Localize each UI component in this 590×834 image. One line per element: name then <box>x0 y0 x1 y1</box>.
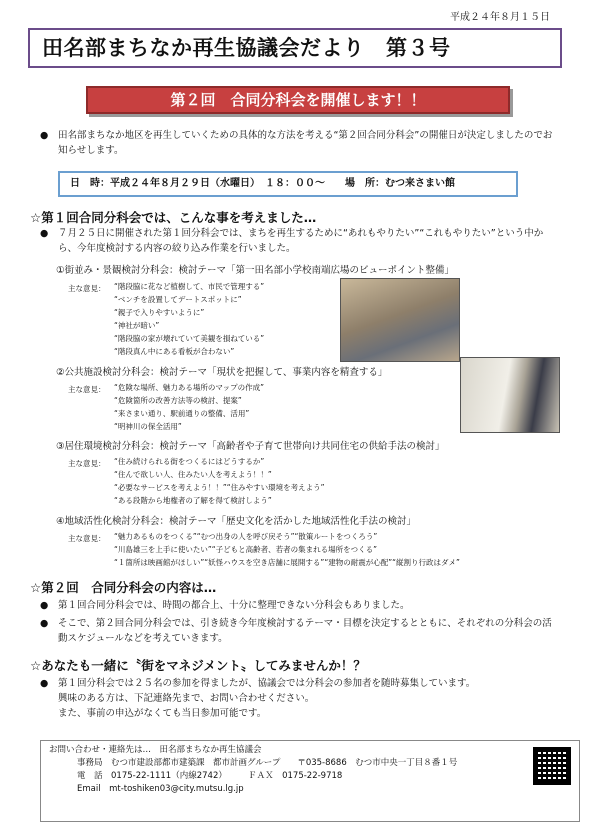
section2-text: そこで、第２回合同分科会では、引き続き今年度検討するテーマ・目標を決定するとともに、それぞれの分科会の活動スケジュールなどを考えていきます。 <box>58 618 552 644</box>
intro-paragraph <box>40 128 560 158</box>
section1-text: ７月２５日に開催された第１回分科会では、まちを再生するために“あれもやりたい”“これもやりたい”という中から、今年度検討する内容の絞り込み作業を行いました。 <box>58 228 544 254</box>
contact-phone: 電 話 0175-22-1111（内線2742） ＦＡＸ 0175-22-9718 <box>77 771 343 781</box>
section2-text: 第１回合同分科会では、時間の都合上、十分に整理できない分科会もありました。 <box>58 600 410 611</box>
opinion-note: “階段真ん中にある看板が合わない” <box>114 347 235 356</box>
opinion-note: “川島雄三を上手に使いたい”“子どもと高齢者、若者の集まれる場所をつくる” <box>114 545 378 554</box>
bullet: ● <box>40 228 49 239</box>
opinion-note: “階段脇に花など植樹して、市民で管理する” <box>114 282 265 291</box>
section3-heading: ☆あなたも一緒に〝街をマネジメント〟してみませんか！？ <box>30 658 366 673</box>
section3-paragraph <box>40 676 560 721</box>
opinion-note: “住んで欲しい人、住みたい人を考えよう！！” <box>114 470 272 479</box>
section3-line: また、事前の申込がなくても当日参加可能です。 <box>58 708 267 719</box>
section3-line: 第１回分科会では２５名の参加を得ましたが、協議会では分科会の参加者を随時募集しています。 <box>58 678 476 689</box>
schedule-box: 日 時：平成２４年８月２９日（水曜日） １８：００～ 場 所：むつ来さまい館 <box>58 171 518 197</box>
issue-date: 平成２４年８月１５日 <box>450 12 550 23</box>
contact-email: Email mt-toshiken03@city.mutsu.lg.jp <box>77 784 244 794</box>
qr-code-icon <box>533 747 571 785</box>
opinion-note: “危険な場所、魅力ある場所のマップの作成” <box>114 383 264 392</box>
main-opinion-label: 主な意見： <box>68 459 106 468</box>
main-opinion-label: 主な意見： <box>68 385 106 394</box>
opinion-note: “住み続けられる街をつくるにはどうするか” <box>114 457 265 466</box>
opinion-note: “親子で入りやすいように” <box>114 308 205 317</box>
opinion-note: “階段脇の家が壊れていて美観を損ねている” <box>114 334 265 343</box>
section3-line: 興味のある方は、下記連絡先まで、お問い合わせください。 <box>58 693 315 704</box>
newsletter-title: 田名部まちなか再生協議会だより 第３号 <box>28 28 562 68</box>
presentation-photo <box>460 357 560 433</box>
contact-office: 事務局 むつ市建設部都市建築課 都市計画グループ 〒035-8686 むつ市中央一丁目８番１号 <box>77 758 458 768</box>
main-opinion-label: 主な意見： <box>68 284 106 293</box>
opinion-note: “ベンチを設置してデートスポットに” <box>114 295 242 304</box>
opinion-note: “必要なサービスを考えよう！！”“住みやすい環境を考えよう” <box>114 483 325 492</box>
section2-item <box>40 616 560 646</box>
group3-title: ③居住環境検討分科会：検討テーマ「高齢者や子育て世帯向け共同住宅の供給手法の検討」 <box>56 441 445 452</box>
section2-heading: ☆第２回 合同分科会の内容は… <box>30 580 217 595</box>
contact-heading: お問い合わせ・連絡先は… 田名部まちなか再生協議会 <box>49 745 262 755</box>
opinion-note: “来さまい通り、駅前通りの整備、活用” <box>114 409 250 418</box>
opinion-note: “明神川の保全活用” <box>114 422 182 431</box>
main-opinion-label: 主な意見： <box>68 534 106 543</box>
contact-box <box>40 740 580 822</box>
group1-title: ①街並み・景観検討分科会：検討テーマ「第一田名部小学校南端広場のビューポイント整備」 <box>56 265 455 276</box>
bullet: ● <box>40 130 49 141</box>
section2-item <box>40 598 560 613</box>
opinion-note: “危険箇所の改善方法等の検討、提案” <box>114 396 242 405</box>
bullet: ● <box>40 618 49 629</box>
group2-title: ②公共施設検討分科会：検討テーマ「現状を把握して、事業内容を精査する」 <box>56 367 388 378</box>
meeting-photo <box>340 278 460 362</box>
section1-heading: ☆第１回合同分科会では、こんな事を考えました… <box>30 210 317 225</box>
bullet: ● <box>40 600 49 611</box>
opinion-note: “魅力あるものをつくる”“むつ出身の人を呼び戻そう”“散策ルートをつくろう” <box>114 532 378 541</box>
bullet: ● <box>40 678 49 689</box>
opinion-note: “神社が暗い” <box>114 321 160 330</box>
event-banner: 第２回 合同分科会を開催します！！ <box>86 86 510 114</box>
section1-paragraph <box>40 226 560 256</box>
opinion-note: “ある段階から地権者の了解を得て検討しよう” <box>114 496 272 505</box>
opinion-note: “１箇所は映画館がほしい”“妖怪ハウスを空き店舗に展開する”“建物の耐震が心配”“縦割り行政はダメ” <box>114 558 460 567</box>
intro-text: 田名部まちなか地区を再生していくための具体的な方法を考える“第２回合同分科会”の開催日が決定しましたのでお知らせします。 <box>58 130 553 156</box>
group4-title: ④地域活性化検討分科会：検討テーマ「歴史文化を活かした地域活性化手法の検討」 <box>56 516 417 527</box>
